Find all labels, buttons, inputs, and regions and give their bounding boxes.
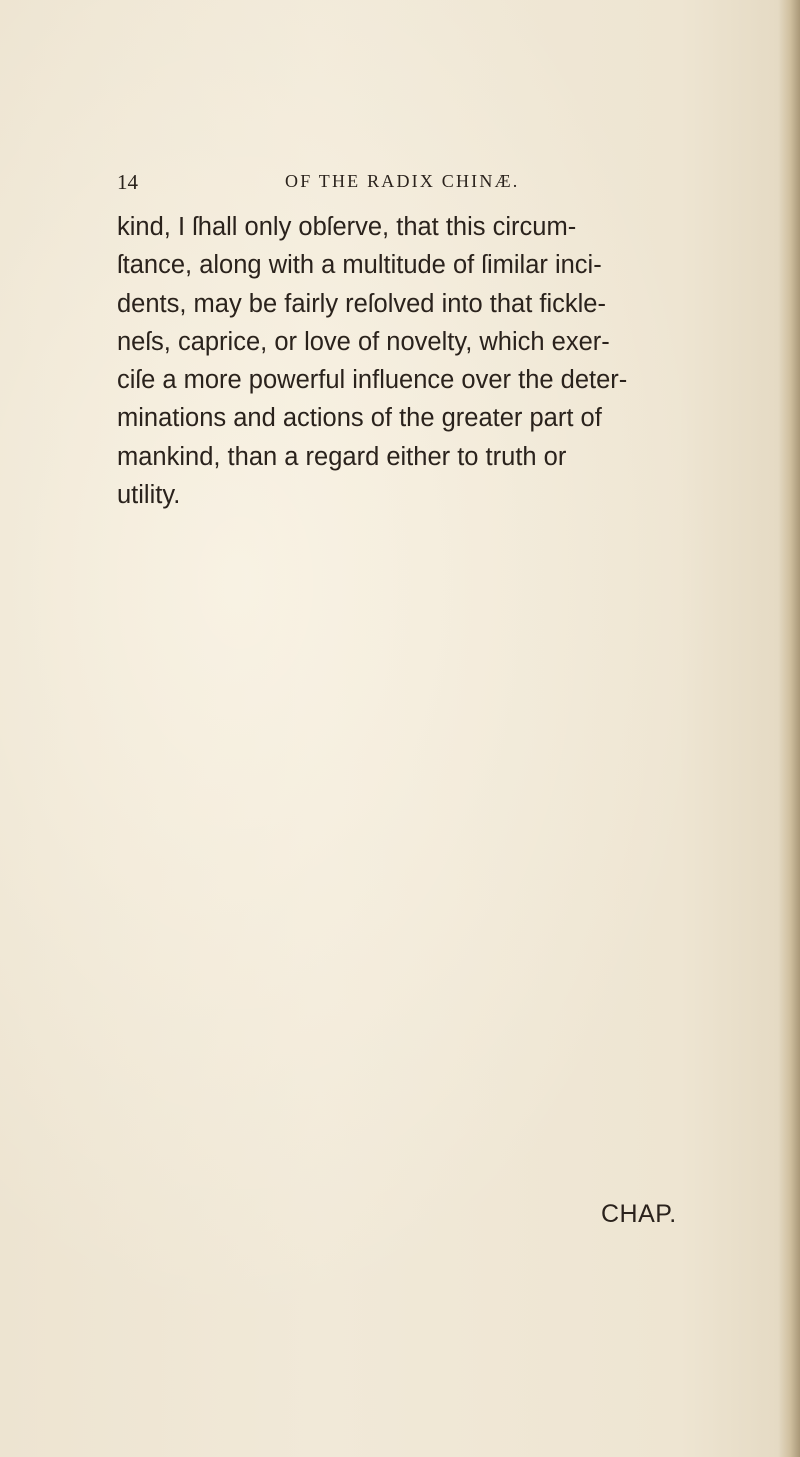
text-line: utility. [117, 481, 181, 510]
text-line: minations and actions of the greater part of [117, 404, 602, 433]
body-paragraph [117, 208, 717, 514]
text-line: neſs, caprice, or love of novelty, which exer- [117, 327, 610, 356]
page-number: 14 [117, 170, 138, 194]
text-line: mankind, than a regard either to truth or [117, 442, 567, 471]
running-head [117, 170, 717, 200]
catchword: CHAP. [601, 1200, 677, 1228]
text-line: kind, I ſhall only obſerve, that this circum- [117, 213, 577, 241]
running-title: OF THE RADIX CHINÆ. [285, 171, 520, 191]
text-line: dents, may be fairly reſolved into that fickle- [117, 289, 606, 318]
page-edge-shadow [778, 0, 800, 1457]
text-line: ciſe a more powerful influence over the deter- [117, 366, 628, 395]
text-line: ſtance, along with a multitude of ſimilar inci- [117, 251, 602, 280]
